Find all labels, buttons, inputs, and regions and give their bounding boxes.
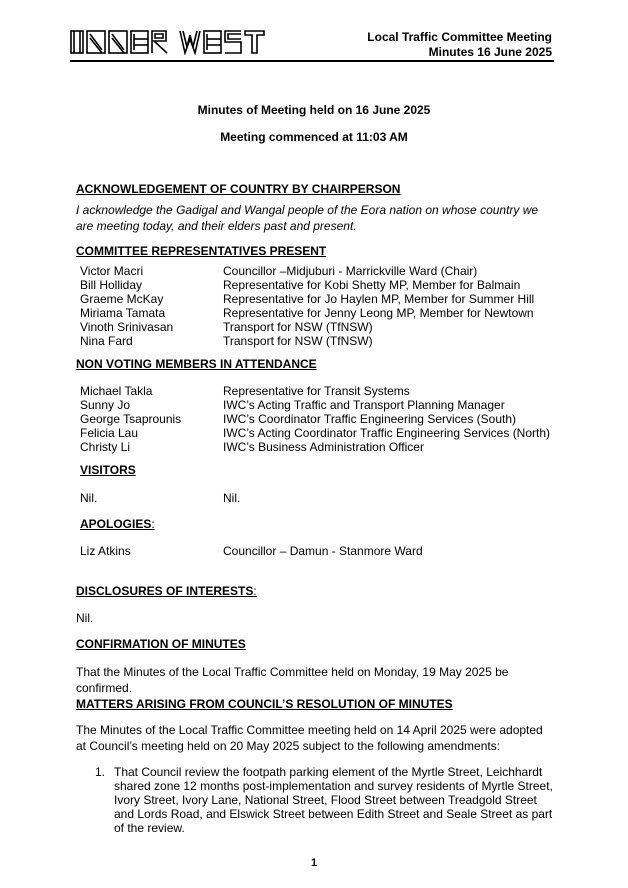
disclosures-heading: DISCLOSURES OF INTERESTS: [76, 584, 257, 598]
member-name: Nina Fard [80, 334, 133, 348]
apologies-heading: APOLOGIES: [80, 517, 155, 531]
matters-heading: MATTERS ARISING FROM COUNCIL’S RESOLUTION OF MINUTES [76, 697, 453, 711]
header-divider [70, 60, 554, 62]
member-row [80, 426, 550, 440]
visitors-table [80, 491, 240, 505]
member-name: Victor Macri [80, 264, 144, 278]
member-name: Felicia Lau [80, 426, 139, 440]
list-item-number: 1. [95, 765, 106, 779]
member-row [80, 334, 534, 348]
member-role: Transport for NSW (TfNSW) [223, 334, 373, 348]
member-row [80, 491, 240, 505]
non-voting-members-table [80, 384, 550, 454]
member-name: Sunny Jo [80, 398, 131, 412]
member-row [80, 306, 534, 320]
member-role: Representative for Jenny Leong MP, Member for Newtown [223, 306, 534, 320]
committee-heading: COMMITTEE REPRESENTATIVES PRESENT [76, 244, 327, 258]
member-role: IWC’s Business Administration Officer [223, 440, 424, 454]
confirmation-heading: CONFIRMATION OF MINUTES [76, 637, 246, 651]
member-name: Vinoth Srinivasan [80, 320, 174, 334]
member-role: IWC’s Coordinator Traffic Engineering Services (South) [223, 412, 517, 426]
disclosures-text: Nil. [76, 611, 94, 625]
apologies-heading-text: APOLOGIES [80, 517, 152, 531]
member-role: Councillor – Damun - Stanmore Ward [223, 544, 423, 558]
header-title: Local Traffic Committee Meeting [367, 30, 552, 44]
member-name: Michael Takla [80, 384, 153, 398]
acknowledgement-heading: ACKNOWLEDGEMENT OF COUNTRY BY CHAIRPERSON [76, 182, 401, 196]
member-role: Representative for Kobi Shetty MP, Member for Balmain [223, 278, 521, 292]
member-name: Christy Li [80, 440, 131, 454]
member-row [80, 264, 534, 278]
member-role: Transport for NSW (TfNSW) [223, 320, 373, 334]
document-header [367, 30, 552, 60]
member-role: IWC’s Acting Coordinator Traffic Engineering Services (North) [223, 426, 551, 440]
member-row [80, 278, 534, 292]
page-number: 1 [310, 857, 318, 869]
member-role: Nil. [223, 491, 241, 505]
visitors-heading: VISITORS [80, 463, 136, 477]
member-row [80, 292, 534, 306]
meeting-title: Minutes of Meeting held on 16 June 2025 [197, 103, 431, 117]
member-row [80, 440, 550, 454]
member-row [80, 412, 550, 426]
member-name: Miriama Tamata [80, 306, 166, 320]
member-row [80, 384, 550, 398]
member-role: Councillor –Midjuburi - Marrickville Ward (Chair) [223, 264, 478, 278]
member-name: George Tsaprounis [80, 412, 182, 426]
list-item: That Council review the footpath parking element of the Myrtle Street, Leichhardt shared zone 12 months post-implementation and survey residents of Myrtle Street, Ivory Street, Ivory Lane, National Street, Flood Street between Treadgold Street and Lords Road, and Elswick Street between Edith Street and Seale Street as part of the review. [114, 765, 553, 835]
acknowledgement-text: I acknowledge the Gadigal and Wangal people of the Eora nation on whose country we are meeting today, and their elders past and present. [76, 203, 539, 233]
member-role: IWC’s Acting Traffic and Transport Planning Manager [223, 398, 505, 412]
disclosures-heading-text: DISCLOSURES OF INTERESTS [76, 584, 254, 598]
meeting-commenced: Meeting commenced at 11:03 AM [220, 130, 408, 144]
member-name: Nil. [80, 491, 98, 505]
member-role: Representative for Transit Systems [223, 384, 410, 398]
member-row [80, 398, 550, 412]
member-row [80, 320, 534, 334]
committee-members-table [80, 264, 534, 348]
header-subtitle: Minutes 16 June 2025 [428, 45, 552, 59]
member-name: Liz Atkins [80, 544, 131, 558]
apologies-table [80, 544, 423, 558]
member-name: Graeme McKay [80, 292, 164, 306]
matters-text: The Minutes of the Local Traffic Committee meeting held on 14 April 2025 were adopted at Council’s meeting held on 20 May 2025 subject to the following amendments: [76, 723, 543, 753]
member-role: Representative for Jo Haylen MP, Member for Summer Hill [223, 292, 535, 306]
inner-west-logo [70, 29, 270, 55]
confirmation-text: That the Minutes of the Local Traffic Committee held on Monday, 19 May 2025 be confirmed. [76, 665, 509, 695]
member-row [80, 544, 423, 558]
member-name: Bill Holliday [80, 278, 143, 292]
non-voting-heading: NON VOTING MEMBERS IN ATTENDANCE [76, 357, 317, 371]
